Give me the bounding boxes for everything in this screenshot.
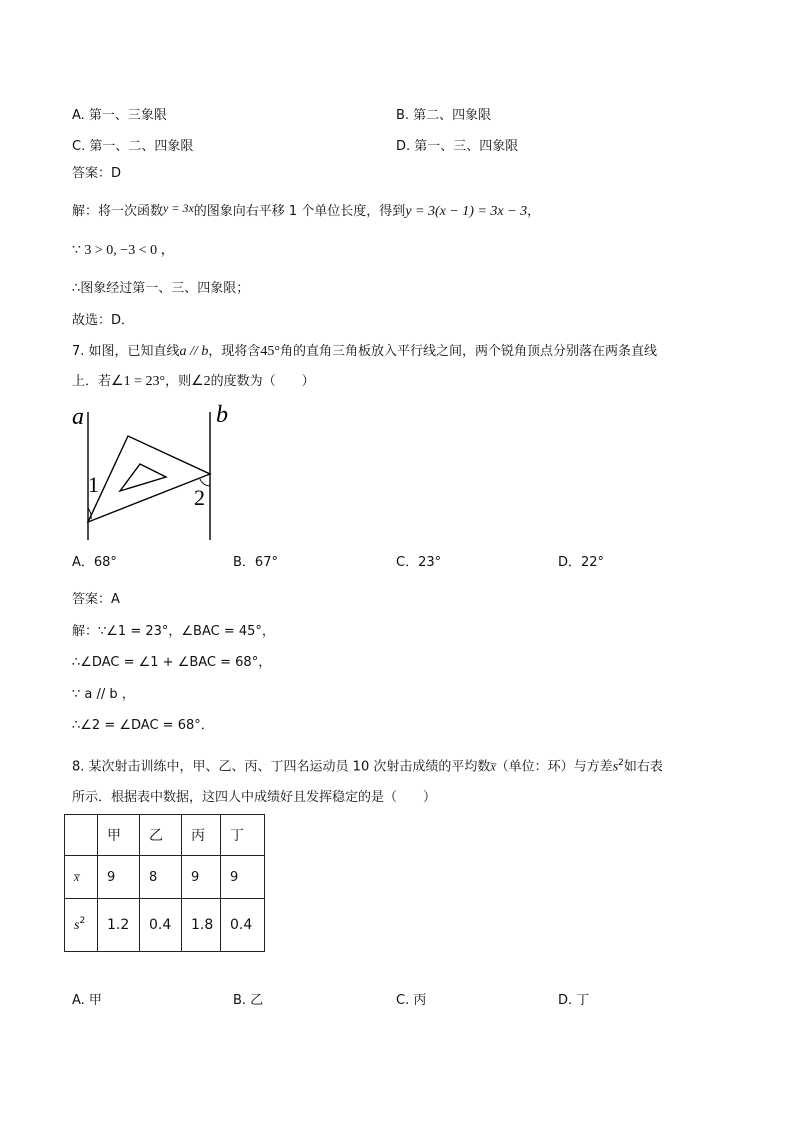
header-cell-jia: 甲: [98, 815, 140, 856]
q8-option-a: A. 甲: [72, 993, 102, 1008]
q8-score-table: [64, 814, 265, 952]
q7-option-a: A．68°: [72, 555, 117, 570]
header-cell-ding: 丁: [221, 815, 265, 856]
header-cell-bing: 丙: [182, 815, 221, 856]
q8-stem1-a: 8. 某次射击训练中，甲、乙、丙、丁四名运动员 10 次射击成绩的平均数: [72, 759, 491, 775]
q7-option-b: B．67°: [233, 555, 278, 570]
table-cell: 1.8: [182, 899, 221, 952]
q7-figure: [60, 398, 240, 548]
q6-sol1-end: ，: [527, 204, 541, 219]
triangle-outer: [88, 436, 210, 522]
triangle-inner: [120, 464, 166, 491]
q7-option-c: C．23°: [396, 555, 442, 570]
table-cell: 8: [140, 856, 182, 899]
q7-stem1-c: 角的直角三角板放入平行线之间，两个锐角顶点分别落在两条直线: [279, 344, 657, 359]
q7-stem2-ang: ∠2: [191, 374, 211, 389]
q7-answer: 答案：A: [72, 592, 120, 607]
q7-option-d: D．22°: [558, 555, 605, 570]
q7-stem1-a: 7. 如图，已知直线: [72, 344, 180, 359]
q8-stem-line2: 所示．根据表中数据，这四人中成绩好且发挥稳定的是（ ）: [72, 790, 437, 805]
q6-option-a: A. 第一、三象限: [72, 108, 167, 123]
q8-stem1-sup: 2: [618, 758, 624, 768]
table-cell: 0.4: [140, 899, 182, 952]
q8-option-c: C. 丙: [396, 993, 427, 1008]
header-cell-empty: [65, 815, 98, 856]
q7-stem-line2: [72, 373, 315, 391]
table-row-mean: [65, 856, 265, 899]
q7-solution-line2: ∴∠DAC = ∠1 + ∠BAC = 68°，: [72, 655, 272, 670]
q6-option-d: D. 第一、三、四象限: [396, 139, 519, 154]
q7-stem2-a: 上．若: [72, 374, 112, 389]
q7-stem1-deg: 45°: [260, 344, 280, 359]
q8-stem1-xbar: x̅: [490, 759, 496, 774]
label-a: a: [72, 404, 84, 430]
q8-stem-line1: [72, 754, 663, 776]
q8-option-b: B. 乙: [233, 993, 264, 1008]
header-cell-yi: 乙: [140, 815, 182, 856]
q7-stem-line1: [72, 343, 657, 361]
table-cell: 9: [98, 856, 140, 899]
table-cell: 0.4: [221, 899, 265, 952]
q6-answer: 答案：D: [72, 166, 122, 181]
q7-stem2-c: 的度数为（ ）: [210, 374, 315, 389]
table-header-row: [65, 815, 265, 856]
q7-solution-line3: ∵ a // b ，: [72, 687, 135, 702]
q6-sol1-eq: y = 3(x − 1) = 3x − 3: [405, 204, 528, 219]
label-b: b: [216, 402, 228, 428]
q8-stem1-b: （单位：环）与方差: [495, 759, 613, 775]
q7-stem2-b: ，则: [165, 374, 192, 389]
q6-sol1-pre: 解：将一次函数: [72, 204, 164, 219]
q6-sol1-func: y = 3x: [163, 201, 194, 215]
label-2: 2: [194, 485, 205, 510]
table-cell: 9: [221, 856, 265, 899]
q6-sol1-mid: 的图象向右平移 1 个单位长度，得到: [193, 204, 406, 219]
q7-stem1-ab: a // b: [179, 344, 209, 359]
table-cell: 9: [182, 856, 221, 899]
q6-option-b: B. 第二、四象限: [396, 108, 492, 123]
q6-option-c: C. 第一、二、四象限: [72, 139, 194, 154]
table-row-variance: [65, 899, 265, 952]
label-1: 1: [88, 472, 99, 497]
q8-option-d: D. 丁: [558, 993, 590, 1008]
q7-solution-line4: ∴∠2 = ∠DAC = 68°．: [72, 718, 214, 733]
q8-stem1-s: s: [612, 759, 619, 775]
q7-stem2-cond: ∠1 = 23°: [111, 374, 166, 389]
q6-solution-line4: 故选：D．: [72, 313, 135, 328]
row-label-variance: $s^2$: [65, 899, 98, 952]
q6-solution-line2: ∵ 3 > 0, −3 < 0 ，: [72, 243, 175, 258]
q8-stem1-c: 如右表: [623, 759, 663, 775]
q6-solution-line3: ∴图象经过第一、三、四象限；: [72, 281, 250, 296]
table-cell: 1.2: [98, 899, 140, 952]
q7-solution-line1: 解：∵∠1 = 23°，∠BAC = 45°，: [72, 624, 275, 639]
q6-solution-line1: [72, 202, 540, 221]
q7-stem1-b: ，现将含: [208, 344, 261, 359]
row-label-mean: x̅: [65, 856, 98, 899]
